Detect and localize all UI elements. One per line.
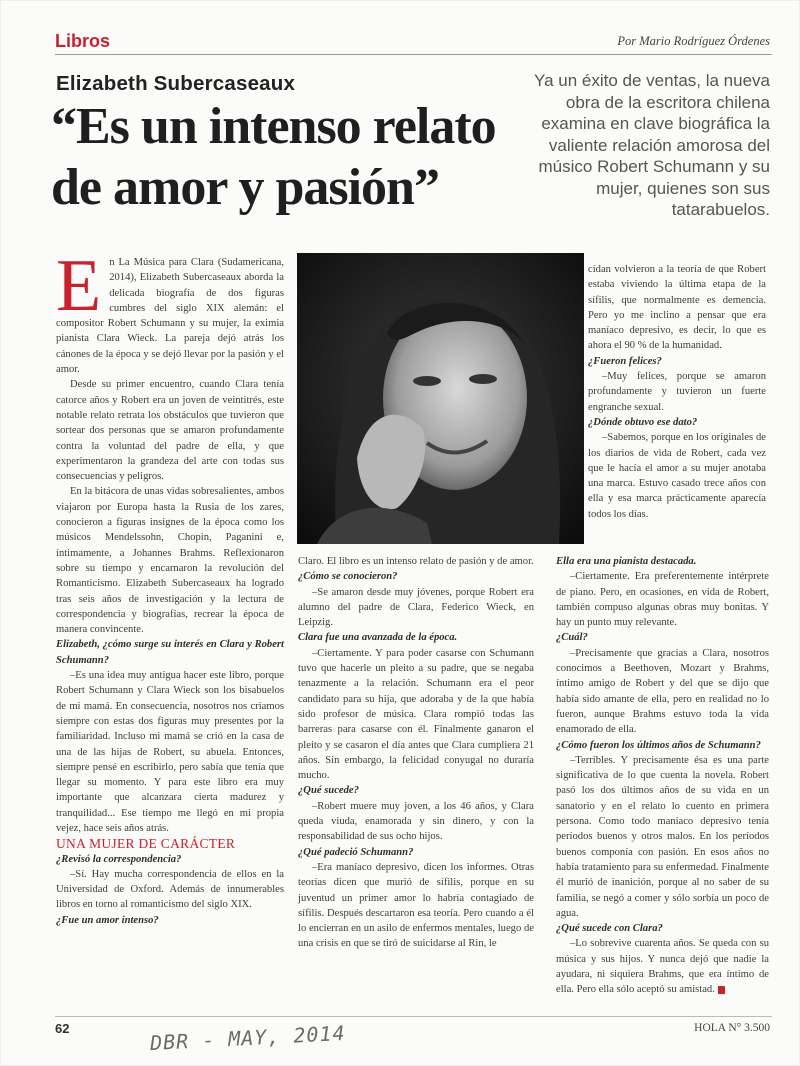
header-divider <box>55 54 772 55</box>
interviewee-name: Elizabeth Subercaseaux <box>56 72 296 95</box>
lede: Ya un éxito de ventas, la nueva obra de la escritora chilena examina en clave biográfica la valiente relación amorosa del músico Robert Schumann y su mujer, quienes son sus tatarabuelos. <box>534 71 770 219</box>
interview-question: ¿Cómo fueron los últimos años de Schumann? <box>556 739 761 751</box>
column-3-lower <box>556 554 769 998</box>
interview-question: Clara fue una avanzada de la época. <box>298 632 458 644</box>
interview-question: ¿Revisó la correspondencia? <box>56 853 182 865</box>
interview-question: ¿Qué padeció Schumann? <box>298 846 414 858</box>
interview-question: ¿Dónde obtuvo ese dato? <box>588 416 698 428</box>
interview-question: ¿Qué sucede con Clara? <box>556 923 663 935</box>
author-byline: Por Mario Rodríguez Órdenes <box>617 34 770 48</box>
interview-question: ¿Qué sucede? <box>298 785 359 797</box>
interview-answer: –Lo sobrevive cuarenta años. Se queda con su música y sus hijos. Y nunca dejó que nadie la ayudara, ni siquiera Brahms, que era íntimo de ella. Pero ella sólo aceptó su amistad. <box>556 938 769 996</box>
interview-answer: –Era maníaco depresivo, dicen los informes. Otras teorías dicen que murió de sífilis, porque en su juventud un primer amor lo habría contagiado de sífilis. Después descartaron esa teoría. Pero cuando a él lo encierran en un asilo de enfermos mentales, luego de una crisis en que se tiró de suicidarse al Rin, le <box>298 861 534 950</box>
interview-answer: –Terribles. Y precisamente ésa es una parte significativa de lo que cuenta la novela. Robert pasó los dos últimos años de su vida en un sanatorio y en el relato lo cuento en primera persona. Como todo maníaco depresivo tenía períodos buenos y otros malos. En los períodos buenos componía con pasión. En esos años no había tratamiento para su enfermedad. Finalmente él murió de inanición, porque al no saber de su familia, se negó a comer y sólo sorbía un poco de agua. <box>556 754 769 919</box>
paragraph: n La Música para Clara (Sudamericana, 2014), Elizabeth Subercaseaux aborda la delicada biografía de dos figuras cumbres del siglo XIX alemán: el compositor Robert Schumann y su mujer, la eximia pianista Clara Wieck. La pareja dejó atrás los cánones de la época y se dejó llevar por la pasión y el amor. <box>56 257 284 376</box>
handwritten-note: DBR - MAY, 2014 <box>149 1020 347 1056</box>
interview-question: ¿Fueron felices? <box>588 355 662 367</box>
interview-answer: –Ciertamente. Y para poder casarse con Schumann tuvo que hacerle un pleito a su padre, que se negaba tenazmente a la relación. Schumann era el peor candidato para su hija, que adoraba y de la que había sido profesor de música. Clara rompió todas las barreras para casarse con él. Finalmente ganaron el pleito y se casaron el día antes que Clara cumpliera 21 años. Sin embargo, la felicidad conyugal no duraría mucho. <box>298 647 534 782</box>
paragraph: Claro. El libro es un intenso relato de pasión y de amor. <box>298 556 534 567</box>
interview-question: Ella era una pianista destacada. <box>556 556 697 567</box>
interview-answer: –Se amaron desde muy jóvenes, porque Robert era alumno del padre de Clara, Federico Wieck, en Leipzig. <box>298 586 534 629</box>
paragraph: cidan volvieron a la teoría de que Robert estaba viviendo la última etapa de la sífilis, que normalmente es demencia. Pero yo me inclino a pensar que era maníaco depresivo, es decir, lo que es ahora el 90 % de la humanidad. <box>588 264 766 352</box>
column-2 <box>298 554 534 952</box>
red-square-end-icon <box>718 986 725 994</box>
interview-answer: –Muy felices, porque se amaron profundamente y tuvieron un fuerte engranche sexual. <box>588 371 766 413</box>
interview-answer: –Sí. Hay mucha correspondencia de ellos en la Universidad de Oxford. Además de innumerables libros en torno al romanticismo del siglo XIX. <box>56 868 284 911</box>
headline: “Es un intenso relato de amor y pasión” <box>51 98 496 216</box>
section-label: Libros <box>55 31 111 51</box>
column-3-upper <box>588 262 766 522</box>
paragraph: Desde su primer encuentro, cuando Clara tenía catorce años y Robert era un joven de veintitrés, este notable relato retrata los obstáculos que tuvieron que sortear dos personas que se amaron profundamente contra la voluntad del padre de ella, y que experimentaron la grandeza del arte con todas sus consecuencias y peligros. <box>56 379 284 483</box>
author-portrait-photo <box>297 253 584 544</box>
interview-answer: –Es una idea muy antigua hacer este libro, porque Robert Schumann y Clara Wieck son los bisabuelos de mi mamá. En consecuencia, nosotros nos criamos siempre con estas dos figuras muy presentes por la familiaridad. Incluso mi mamá se crió en la casa de una de las hijas de Robert, su abuela. Entonces, siempre pensé en escribirlo, pero sabía que tenía que llegar su momento. Y para este libro era muy importante que alcanzara cierta madurez y tranquilidad... Ese tiempo me llegó en mi propia vejez, hace seis años atrás. <box>56 670 284 834</box>
interview-answer: –Robert muere muy joven, a los 46 años, y Clara queda viuda, enamorada y sin dinero, y con la responsabilidad de sus ocho hijos. <box>298 800 534 843</box>
interview-answer: –Ciertamente. Era preferentemente intérprete de piano. Pero, en ocasiones, en vida de Robert, también compuso algunas obras muy bonitas. Y hay un punto muy relevante. <box>556 571 769 629</box>
section-subheading: UNA MUJER DE CARÁCTER <box>56 836 236 852</box>
interview-question: ¿Cómo se conocieron? <box>298 571 398 583</box>
interview-question: ¿Fue un amor intenso? <box>56 914 159 926</box>
paragraph: En la bitácora de unas vidas sobresalientes, ambos viajaron por Europa hasta la Rusia de los zares, conocieron a figuras insignes de la época como los músicos Mendelssohn, Chopin, Paganini e, íntimamente, a Johannes Brahms. Reflexionaron sobre su tiempo y encarnaron la revolución del Romanticismo. Elizabeth Subercaseaux ha logrado tras seis años de investigación y la lectura de correspondencia y biografías, recrear la época de manera convincente. <box>56 486 284 636</box>
page-number: 62 <box>55 1021 70 1036</box>
footer-divider <box>55 1016 772 1017</box>
interview-answer: –Sabemos, porque en los originales de los diarios de vida de Robert, cada vez que le hacía el amor a su mujer anotaba una marca. Estuvo casado trece años con ella y esa marca prácticamente aparecía todos los días. <box>588 432 766 520</box>
column-1 <box>56 245 284 928</box>
drop-cap: E <box>56 245 102 327</box>
interview-question: ¿Cuál? <box>556 632 588 644</box>
interview-answer: –Precisamente que gracias a Clara, nosotros conocimos a Beethoven, Mozart y Brahms, íntimo amigo de Robert y del que se dijo que había sido amante de ella, pero en realidad no lo fueron, aunque Brahms estuvo toda la vida enamorado de ella. <box>556 647 769 736</box>
magazine-issue: HOLA N° 3.500 <box>694 1022 770 1034</box>
interview-question: Elizabeth, ¿cómo surge su interés en Clara y Robert Schumann? <box>56 639 284 666</box>
